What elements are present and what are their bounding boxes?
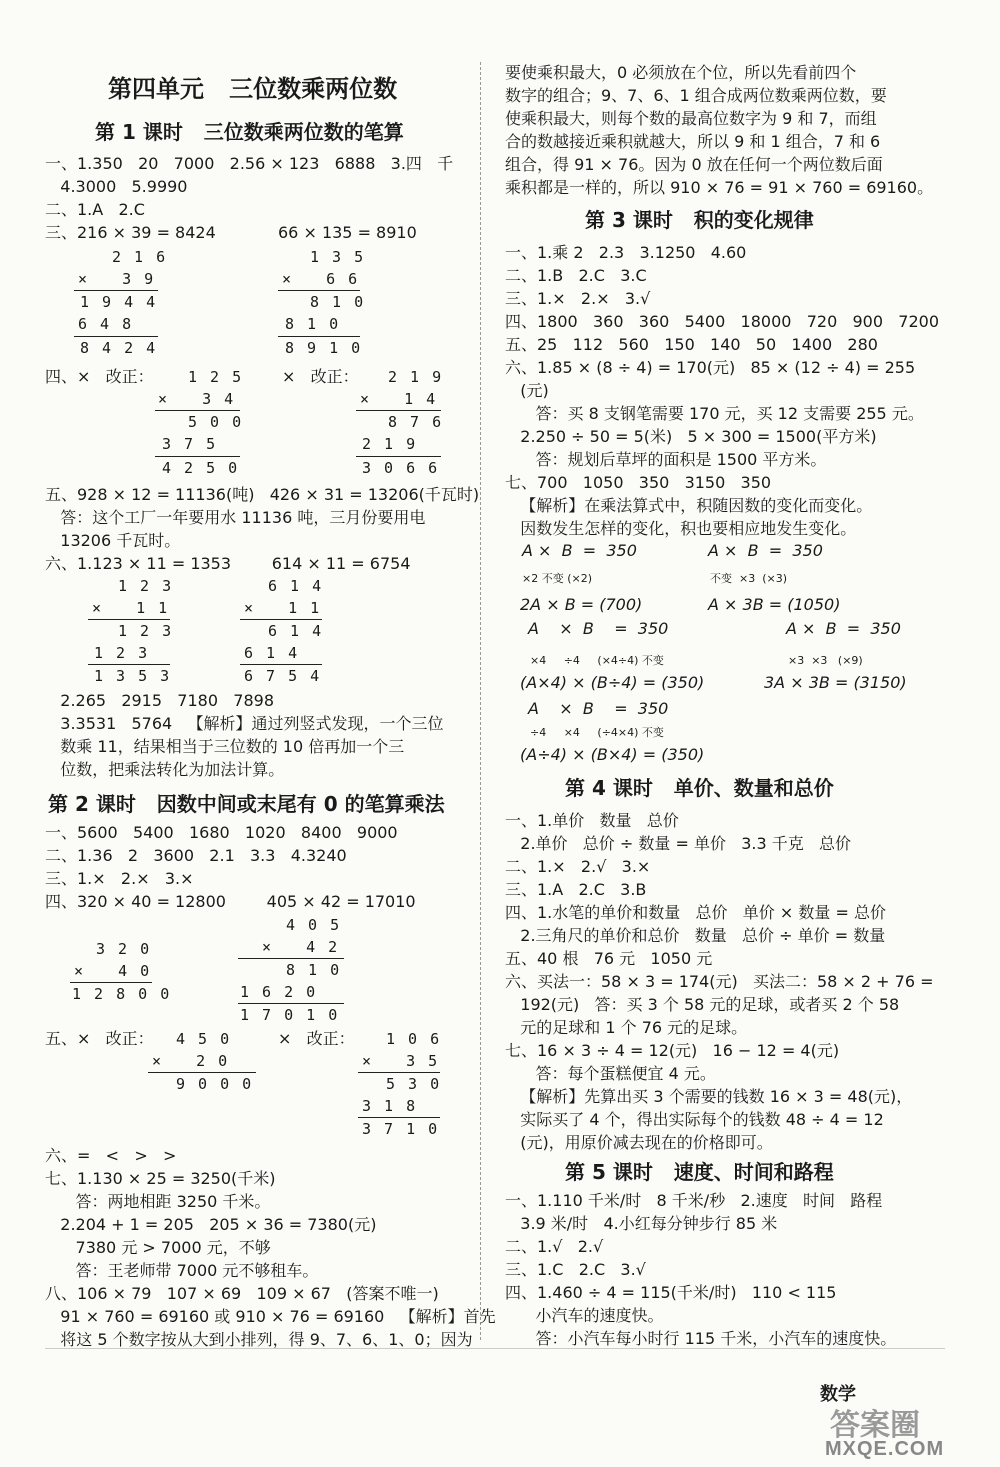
- lesson-5-title: 第 5 课时 速度、时间和路程: [565, 1160, 834, 1184]
- calc-c-row: 5 0 0: [188, 413, 244, 431]
- calc-e-row: 1 2 3: [94, 644, 150, 662]
- calc-b-row: 8 1 0: [310, 293, 366, 311]
- rule-arrows-5: ÷4 ×4 (÷4×4) 不变: [530, 726, 664, 739]
- calc-i-row: × 2 0: [152, 1052, 230, 1070]
- l4-line-6: 2.三角尺的单价和总价 数量 总价 ÷ 单价 = 数量: [505, 926, 886, 945]
- calc-f-row: 6 1 4: [268, 622, 324, 640]
- rule-1a: A × B = 350: [522, 541, 637, 560]
- calc-c-row: 1 2 5: [188, 368, 244, 386]
- calc-j-row: 3 7 1 0: [362, 1120, 440, 1138]
- calc-d-row: × 1 4: [360, 390, 438, 408]
- rule-4b: 3A × 3B = (3150): [764, 673, 907, 692]
- lesson-3-title: 第 3 课时 积的变化规律: [585, 208, 814, 232]
- l4-line-11: 七、16 × 3 ÷ 4 = 12(元) 16 − 12 = 4(元): [505, 1041, 840, 1060]
- calc-d-row: 3 0 6 6: [362, 459, 440, 477]
- l5-line-1: 一、1.110 千米/时 8 千米/秒 2.速度 时间 路程: [505, 1191, 883, 1210]
- calc-e-row: 1 2 3: [118, 622, 174, 640]
- l1-line-5: 66 × 135 = 8910: [278, 223, 417, 242]
- l1-four-a: 四、× 改正：: [45, 367, 154, 386]
- calc-b-row: × 6 6: [282, 270, 360, 288]
- l1c-line-4: 位数，把乘法转化为加法计算。: [45, 760, 285, 779]
- calc-a-row: × 3 9: [78, 270, 156, 288]
- calc-h-row: 1 7 0 1 0: [240, 1006, 340, 1024]
- rule-6a: (A÷4) × (B×4) = (350): [520, 745, 705, 764]
- l2-line-4: 四、320 × 40 = 12800 405 × 42 = 17010: [45, 892, 416, 911]
- l4-line-7: 五、40 根 76 元 1050 元: [505, 949, 713, 968]
- l5-line-7: 答：小汽车每小时行 115 千米，小汽车的速度快。: [505, 1329, 897, 1348]
- l5-line-3: 二、1.√ 2.√: [505, 1237, 604, 1256]
- l2-five-a: 五、× 改正：: [45, 1029, 154, 1048]
- calc-i-row: 9 0 0 0: [176, 1075, 254, 1093]
- l1-four-b: × 改正：: [282, 367, 359, 386]
- l1-line-3: 二、1.A 2.C: [45, 200, 145, 219]
- calc-g-row: 1 2 8 0 0: [72, 985, 172, 1003]
- calc-h-row: 1 6 2 0: [240, 983, 318, 1001]
- r-top-6: 乘积都是一样的，所以 910 × 76 = 91 × 760 = 69160。: [505, 178, 934, 197]
- l2b-line-5: 7380 元 > 7000 元，不够: [45, 1238, 271, 1257]
- calc-i-row: 4 5 0: [176, 1030, 232, 1048]
- l2b-line-9: 将这 5 个数字按从大到小排列，得 9、7、6、1、0；因为: [45, 1330, 473, 1349]
- l4-line-2: 2.单价 总价 ÷ 数量 = 单价 3.3 千克 总价: [505, 834, 851, 853]
- footer-subject: 数学: [820, 1384, 856, 1405]
- l4-line-4: 三、1.A 2.C 3.B: [505, 880, 647, 899]
- r-top-4: 合的数越接近乘积就越大，所以 9 和 1 组合，7 和 6: [505, 132, 881, 151]
- calc-c-row: 4 2 5 0: [162, 459, 240, 477]
- l4-line-5: 四、1.水笔的单价和数量 总价 单价 × 数量 = 总价: [505, 903, 886, 922]
- l1b-line-2: 答：这个工厂一年要用水 11136 吨，三月份要用电: [45, 508, 426, 527]
- calc-j-row: 1 0 6: [386, 1030, 442, 1048]
- l2b-line-2: 七、1.130 × 25 = 3250(千米): [45, 1169, 276, 1188]
- unit-title: 第四单元 三位数乘两位数: [108, 75, 398, 103]
- l3-line-4: 四、1800 360 360 5400 18000 720 900 7200: [505, 312, 940, 331]
- rule-arrows-4: ×3 ×3 (×9): [788, 654, 863, 667]
- calc-j-row: 5 3 0: [386, 1075, 442, 1093]
- l3-line-12: 【解析】在乘法算式中，积随因数的变化而变化。: [505, 496, 873, 515]
- l1-line-4: 三、216 × 39 = 8424: [45, 223, 216, 242]
- calc-j-row: 3 1 8: [362, 1097, 418, 1115]
- calc-g-row: × 4 0: [74, 962, 152, 980]
- calc-e-row: 1 3 5 3: [94, 667, 172, 685]
- l3-line-9: 2.250 ÷ 50 = 5(米) 5 × 300 = 1500(平方米): [505, 427, 877, 446]
- rule-arrows-2: 不变 ×3 (×3): [710, 572, 787, 585]
- l4-line-3: 二、1.× 2.√ 3.×: [505, 857, 651, 876]
- r-top-2: 数字的组合；9、7、6、1 组合成两位数乘两位数，要: [505, 86, 887, 105]
- l4-line-1: 一、1.单价 数量 总价: [505, 811, 679, 830]
- calc-f-row: 6 1 4: [244, 644, 300, 662]
- calc-h-row: 8 1 0: [286, 961, 342, 979]
- calc-d-row: 8 7 6: [388, 413, 444, 431]
- r-top-3: 使乘积最大，则每个数的最高位数字为 9 和 7，而组: [505, 109, 877, 128]
- l5-line-6: 小汽车的速度快。: [505, 1306, 664, 1325]
- l3-line-2: 二、1.B 2.C 3.C: [505, 266, 647, 285]
- l2b-line-1: 六、= < > >: [45, 1146, 177, 1165]
- l2-five-b: × 改正：: [278, 1029, 355, 1048]
- l5-line-4: 三、1.C 2.C 3.√: [505, 1260, 646, 1279]
- l2-line-2: 二、1.36 2 3600 2.1 3.3 4.3240: [45, 846, 347, 865]
- calc-a-row: 2 1 6: [112, 248, 168, 266]
- calc-e-row: 1 2 3: [118, 577, 174, 595]
- lesson-4-title: 第 4 课时 单价、数量和总价: [565, 776, 834, 800]
- l3-line-8: 答：买 8 支钢笔需要 170 元，买 12 支需要 255 元。: [505, 404, 924, 423]
- calc-b-row: 1 3 5: [310, 248, 366, 266]
- calc-c-row: 3 7 5: [162, 435, 218, 453]
- calc-b-row: 8 1 0: [285, 315, 341, 333]
- calc-e-row: × 1 1: [92, 599, 170, 617]
- l2b-line-7: 八、106 × 79 107 × 69 109 × 67 (答案不唯一): [45, 1284, 439, 1303]
- calc-h-row: × 4 2: [262, 938, 340, 956]
- l2b-line-6: 答：王老师带 7000 元不够租车。: [45, 1261, 319, 1280]
- calc-c-row: × 3 4: [158, 390, 236, 408]
- watermark-logo: 答案圈: [830, 1408, 920, 1443]
- l1-line-2: 4.3000 5.9990: [45, 177, 188, 196]
- calc-f-row: × 1 1: [244, 599, 322, 617]
- l1c-line-3: 数乘 11，结果相当于三位数的 10 倍再加一个三: [45, 737, 405, 756]
- l4-line-14: 实际买了 4 个，得出实际每个的钱数 48 ÷ 4 = 12: [505, 1110, 884, 1129]
- rule-3b: A × B = 350: [786, 619, 901, 638]
- l4-line-9: 192(元) 答：买 3 个 58 元的足球，或者买 2 个 58: [505, 995, 900, 1014]
- lesson-2-title: 第 2 课时 因数中间或末尾有 0 的笔算乘法: [48, 792, 445, 816]
- r-top-1: 要使乘积最大，0 必须放在个位，所以先看前四个: [505, 63, 857, 82]
- l3-line-1: 一、1.乘 2 2.3 3.1250 4.60: [505, 243, 747, 262]
- calc-f-row: 6 7 5 4: [244, 667, 322, 685]
- l5-line-2: 3.9 米/时 4.小红每分钟步行 85 米: [505, 1214, 778, 1233]
- footer-rule: [45, 1348, 945, 1349]
- calc-g-row: 3 2 0: [96, 940, 152, 958]
- rule-arrows-1: ×2 不变 (×2): [522, 572, 593, 585]
- l4-line-10: 元的足球和 1 个 76 元的足球。: [505, 1018, 748, 1037]
- l3-line-13: 因数发生怎样的变化，积也要相应地发生变化。: [505, 519, 857, 538]
- l4-line-15: (元)，用原价减去现在的价格即可。: [505, 1133, 773, 1152]
- calc-a-row: 8 4 2 4: [80, 339, 158, 357]
- l5-line-5: 四、1.460 ÷ 4 = 115(千米/时) 110 < 115: [505, 1283, 837, 1302]
- l1b-line-3: 13206 千瓦时。: [45, 531, 181, 550]
- l3-line-6: 六、1.85 × (8 ÷ 4) = 170(元) 85 × (12 ÷ 4) = 255: [505, 358, 916, 377]
- l1c-line-1: 2.265 2915 7180 7898: [45, 691, 274, 710]
- calc-a-row: 6 4 8: [78, 315, 134, 333]
- rule-2a: 2A × B = (700): [520, 595, 643, 614]
- l3-line-5: 五、25 112 560 150 140 50 1400 280: [505, 335, 878, 354]
- calc-d-row: 2 1 9: [388, 368, 444, 386]
- rule-5a: A × B = 350: [528, 699, 669, 718]
- l2-line-3: 三、1.× 2.× 3.×: [45, 869, 194, 888]
- rule-2b: A × 3B = (1050): [708, 595, 841, 614]
- watermark-text: MXQE.COM: [825, 1438, 945, 1460]
- calc-d-row: 2 1 9: [362, 435, 418, 453]
- l2b-line-8: 91 × 760 = 69160 或 910 × 76 = 69160 【解析】首先: [45, 1307, 496, 1326]
- calc-b-row: 8 9 1 0: [285, 339, 363, 357]
- calc-h-row: 4 0 5: [286, 916, 342, 934]
- l1-line-1: 一、1.350 20 7000 2.56 × 123 6888 3.四 千: [45, 154, 454, 173]
- l1b-line-1: 五、928 × 12 = 11136(吨) 426 × 31 = 13206(千瓦时): [45, 485, 480, 504]
- l3-line-7: (元): [505, 381, 549, 400]
- l4-line-13: 【解析】先算出买 3 个需要的钱数 16 × 3 = 48(元)，: [505, 1087, 913, 1106]
- l3-line-3: 三、1.× 2.× 3.√: [505, 289, 651, 308]
- l2b-line-4: 2.204 + 1 = 205 205 × 36 = 7380(元): [45, 1215, 377, 1234]
- l3-line-10: 答：规划后草坪的面积是 1500 平方米。: [505, 450, 827, 469]
- column-divider: [480, 62, 481, 1340]
- l1b-line-4: 六、1.123 × 11 = 1353 614 × 11 = 6754: [45, 554, 411, 573]
- r-top-5: 组合，得 91 × 76。因为 0 放在任何一个两位数后面: [505, 155, 883, 174]
- calc-a-row: 1 9 4 4: [80, 293, 158, 311]
- l4-line-12: 答：每个蛋糕便宜 4 元。: [505, 1064, 716, 1083]
- rule-3a: A × B = 350: [528, 619, 669, 638]
- l4-line-8: 六、买法一：58 × 3 = 174(元) 买法二：58 × 2 + 76 =: [505, 972, 934, 991]
- calc-j-row: × 3 5: [362, 1052, 440, 1070]
- calc-f-row: 6 1 4: [268, 577, 324, 595]
- rule-1b: A × B = 350: [708, 541, 823, 560]
- l2b-line-3: 答：两地相距 3250 千米。: [45, 1192, 271, 1211]
- l2-line-1: 一、5600 5400 1680 1020 8400 9000: [45, 823, 398, 842]
- rule-arrows-3: ×4 ÷4 (×4÷4) 不变: [530, 654, 664, 667]
- rule-4a: (A×4) × (B÷4) = (350): [520, 673, 705, 692]
- lesson-1-title: 第 1 课时 三位数乘两位数的笔算: [95, 120, 404, 144]
- l3-line-11: 七、700 1050 350 3150 350: [505, 473, 772, 492]
- l1c-line-2: 3.3531 5764 【解析】通过列竖式发现，一个三位: [45, 714, 444, 733]
